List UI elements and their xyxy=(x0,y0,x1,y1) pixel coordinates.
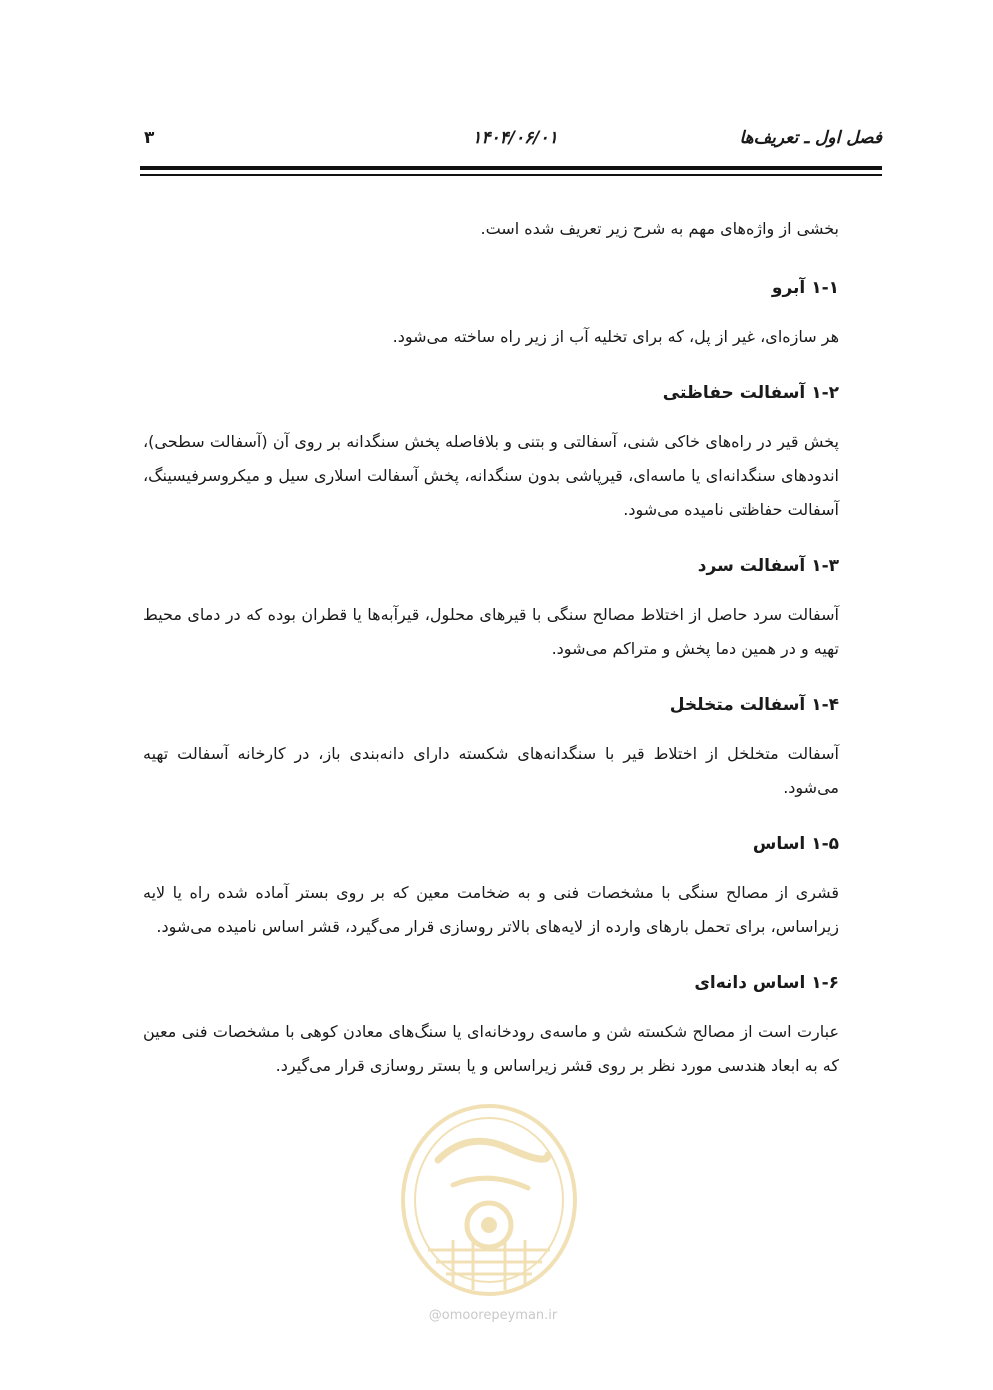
section-body-1-3: آسفالت سرد حاصل از اختلاط مصالح سنگی با قیرهای محلول، قیرآبه‌ها یا قطران بوده که در دمای محیط تهیه و در همین دما پخش و متراکم می‌شود. xyxy=(143,605,839,658)
header-date: ۱۴۰۴/۰۶/۰۱ xyxy=(472,128,558,148)
watermark-url: @omoorepeyman.ir xyxy=(428,1308,558,1323)
page-number: ۳ xyxy=(144,128,155,148)
section-heading-1-4: ۱-۴ آسفالت متخلخل xyxy=(669,695,839,715)
section-body-1-4: آسفالت متخلخل از اختلاط قیر با سنگدانه‌های شکسته دارای دانه‌بندی باز، در کارخانه آسفالت تهیه می‌شود. xyxy=(143,744,839,797)
section-heading-1-1: ۱-۱ آبرو xyxy=(771,278,839,298)
section-body-1-2: پخش قیر در راه‌های خاکی شنی، آسفالتی و بتنی و بلافاصله پخش سنگدانه بر روی آن (آسفالت سطحی)، اندودهای سنگدانه‌ای یا ماسه‌ای، قیرپاشی بدون سنگدانه، پخش آسفالت اسلاری سیل و میکروسرفیسینگ، آسفالت حفاظتی نامیده می‌شود. xyxy=(143,432,839,519)
section-body-1-5: قشری از مصالح سنگی با مشخصات فنی و به ضخامت معین که بر روی بستر آماده شده راه یا لایه زیراساس، برای تحمل بارهای وارده از لایه‌های بالاتر روسازی قرار می‌گیرد، قشر اساس نامیده می‌شود. xyxy=(143,883,839,936)
section-body-1-6: عبارت است از مصالح شکسته شن و ماسه‌ی رودخانه‌ای یا سنگ‌های معادن کوهی با مشخصات فنی معین که به ابعاد هندسی مورد نظر بر روی قشر زیراساس و یا بستر روسازی قرار می‌گیرد. xyxy=(143,1022,839,1075)
section-heading-1-5: ۱-۵ اساس xyxy=(752,834,839,854)
chapter-title: فصل اول ـ تعریف‌ها xyxy=(739,128,882,148)
header-rule-thick xyxy=(140,166,882,170)
header-rule-thin xyxy=(140,174,882,176)
section-heading-1-3: ۱-۳ آسفالت سرد xyxy=(697,556,839,576)
intro-text: بخشی از واژه‌های مهم به شرح زیر تعریف شده است. xyxy=(480,219,839,238)
page-content xyxy=(143,214,839,1108)
section-heading-1-2: ۱-۲ آسفالت حفاظتی xyxy=(662,383,839,403)
section-body-1-1: هر سازه‌ای، غیر از پل، که برای تخلیه آب از زیر راه ساخته می‌شود. xyxy=(392,327,839,346)
watermark-seal-icon xyxy=(398,1100,580,1300)
page-header xyxy=(140,128,882,152)
section-heading-1-6: ۱-۶ اساس دانه‌ای xyxy=(694,973,839,993)
